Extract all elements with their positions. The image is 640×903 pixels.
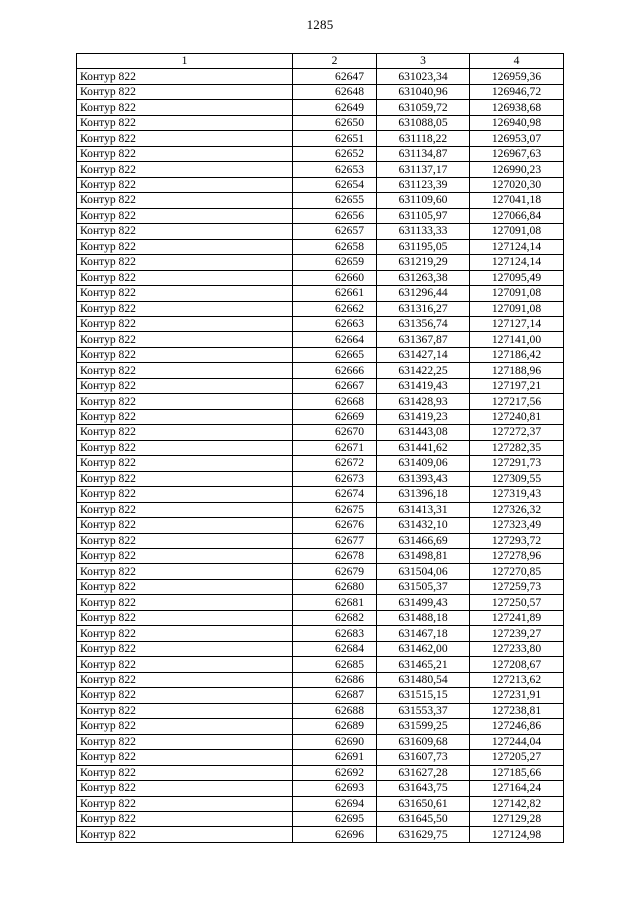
table-row [77, 626, 564, 641]
x-coordinate-cell: 631599,25 [377, 719, 470, 734]
table-row [77, 332, 564, 347]
point-number-cell: 62663 [293, 316, 377, 331]
table-row [77, 224, 564, 239]
point-number-cell: 62685 [293, 657, 377, 672]
point-number-cell: 62671 [293, 440, 377, 455]
y-coordinate-cell: 126959,36 [470, 69, 564, 84]
table-row [77, 131, 564, 146]
point-number-cell: 62692 [293, 765, 377, 780]
contour-name-cell: Контур 822 [77, 224, 293, 239]
table-row [77, 579, 564, 594]
point-number-cell: 62653 [293, 162, 377, 177]
y-coordinate-cell: 127124,98 [470, 827, 564, 842]
contour-name-cell: Контур 822 [77, 703, 293, 718]
point-number-cell: 62657 [293, 224, 377, 239]
contour-name-cell: Контур 822 [77, 579, 293, 594]
x-coordinate-cell: 631123,39 [377, 177, 470, 192]
point-number-cell: 62679 [293, 564, 377, 579]
y-coordinate-cell: 127326,32 [470, 502, 564, 517]
x-coordinate-cell: 631296,44 [377, 286, 470, 301]
x-coordinate-cell: 631505,37 [377, 579, 470, 594]
table-row [77, 657, 564, 672]
point-number-cell: 62668 [293, 394, 377, 409]
x-coordinate-cell: 631134,87 [377, 146, 470, 161]
point-number-cell: 62683 [293, 626, 377, 641]
table-row [77, 347, 564, 362]
x-coordinate-cell: 631316,27 [377, 301, 470, 316]
y-coordinate-cell: 127282,35 [470, 440, 564, 455]
contour-name-cell: Контур 822 [77, 394, 293, 409]
y-coordinate-cell: 127259,73 [470, 579, 564, 594]
x-coordinate-cell: 631409,06 [377, 456, 470, 471]
point-number-cell: 62689 [293, 719, 377, 734]
table-row [77, 487, 564, 502]
point-number-cell: 62651 [293, 131, 377, 146]
point-number-cell: 62669 [293, 409, 377, 424]
header-col-2: 2 [293, 54, 377, 69]
y-coordinate-cell: 127091,08 [470, 286, 564, 301]
header-col-4: 4 [470, 54, 564, 69]
table-row [77, 193, 564, 208]
contour-name-cell: Контур 822 [77, 487, 293, 502]
x-coordinate-cell: 631133,33 [377, 224, 470, 239]
x-coordinate-cell: 631059,72 [377, 100, 470, 115]
point-number-cell: 62652 [293, 146, 377, 161]
y-coordinate-cell: 127278,96 [470, 549, 564, 564]
y-coordinate-cell: 127091,08 [470, 224, 564, 239]
table-row [77, 688, 564, 703]
table-row [77, 425, 564, 440]
contour-name-cell: Контур 822 [77, 100, 293, 115]
contour-name-cell: Контур 822 [77, 657, 293, 672]
contour-name-cell: Контур 822 [77, 146, 293, 161]
y-coordinate-cell: 127124,14 [470, 239, 564, 254]
point-number-cell: 62695 [293, 811, 377, 826]
table-row [77, 502, 564, 517]
contour-name-cell: Контур 822 [77, 301, 293, 316]
y-coordinate-cell: 127250,57 [470, 595, 564, 610]
x-coordinate-cell: 631219,29 [377, 255, 470, 270]
point-number-cell: 62687 [293, 688, 377, 703]
x-coordinate-cell: 631515,15 [377, 688, 470, 703]
y-coordinate-cell: 127066,84 [470, 208, 564, 223]
x-coordinate-cell: 631553,37 [377, 703, 470, 718]
y-coordinate-cell: 127309,55 [470, 471, 564, 486]
point-number-cell: 62681 [293, 595, 377, 610]
y-coordinate-cell: 127205,27 [470, 750, 564, 765]
point-number-cell: 62674 [293, 487, 377, 502]
contour-name-cell: Контур 822 [77, 781, 293, 796]
x-coordinate-cell: 631441,62 [377, 440, 470, 455]
point-number-cell: 62658 [293, 239, 377, 254]
x-coordinate-cell: 631504,06 [377, 564, 470, 579]
x-coordinate-cell: 631498,81 [377, 549, 470, 564]
x-coordinate-cell: 631393,43 [377, 471, 470, 486]
contour-name-cell: Контур 822 [77, 518, 293, 533]
point-number-cell: 62678 [293, 549, 377, 564]
contour-name-cell: Контур 822 [77, 626, 293, 641]
table-row [77, 146, 564, 161]
table-row [77, 363, 564, 378]
contour-name-cell: Контур 822 [77, 425, 293, 440]
y-coordinate-cell: 126940,98 [470, 115, 564, 130]
point-number-cell: 62656 [293, 208, 377, 223]
x-coordinate-cell: 631609,68 [377, 734, 470, 749]
table-row [77, 703, 564, 718]
y-coordinate-cell: 127231,91 [470, 688, 564, 703]
contour-name-cell: Контур 822 [77, 208, 293, 223]
contour-name-cell: Контур 822 [77, 811, 293, 826]
page-number: 1285 [306, 17, 334, 32]
x-coordinate-cell: 631422,25 [377, 363, 470, 378]
contour-name-cell: Контур 822 [77, 827, 293, 842]
table-row [77, 549, 564, 564]
table-row [77, 796, 564, 811]
point-number-cell: 62660 [293, 270, 377, 285]
contour-name-cell: Контур 822 [77, 471, 293, 486]
x-coordinate-cell: 631627,28 [377, 765, 470, 780]
point-number-cell: 62650 [293, 115, 377, 130]
table-row [77, 177, 564, 192]
point-number-cell: 62686 [293, 672, 377, 687]
table-row [77, 270, 564, 285]
point-number-cell: 62684 [293, 641, 377, 656]
x-coordinate-cell: 631118,22 [377, 131, 470, 146]
x-coordinate-cell: 631396,18 [377, 487, 470, 502]
contour-name-cell: Контур 822 [77, 332, 293, 347]
table-row [77, 734, 564, 749]
table-row [77, 115, 564, 130]
x-coordinate-cell: 631088,05 [377, 115, 470, 130]
contour-name-cell: Контур 822 [77, 610, 293, 625]
y-coordinate-cell: 127241,89 [470, 610, 564, 625]
table-row [77, 781, 564, 796]
y-coordinate-cell: 127319,43 [470, 487, 564, 502]
header-col-3: 3 [377, 54, 470, 69]
table-row [77, 750, 564, 765]
x-coordinate-cell: 631419,43 [377, 378, 470, 393]
table-row [77, 255, 564, 270]
point-number-cell: 62654 [293, 177, 377, 192]
x-coordinate-cell: 631109,60 [377, 193, 470, 208]
y-coordinate-cell: 126967,63 [470, 146, 564, 161]
table-row [77, 69, 564, 84]
table-row [77, 641, 564, 656]
contour-name-cell: Контур 822 [77, 316, 293, 331]
x-coordinate-cell: 631607,73 [377, 750, 470, 765]
y-coordinate-cell: 126990,23 [470, 162, 564, 177]
y-coordinate-cell: 127244,04 [470, 734, 564, 749]
point-number-cell: 62691 [293, 750, 377, 765]
point-number-cell: 62661 [293, 286, 377, 301]
x-coordinate-cell: 631367,87 [377, 332, 470, 347]
point-number-cell: 62673 [293, 471, 377, 486]
point-number-cell: 62675 [293, 502, 377, 517]
contour-name-cell: Контур 822 [77, 162, 293, 177]
point-number-cell: 62680 [293, 579, 377, 594]
point-number-cell: 62666 [293, 363, 377, 378]
y-coordinate-cell: 127293,72 [470, 533, 564, 548]
table-row [77, 595, 564, 610]
y-coordinate-cell: 127270,85 [470, 564, 564, 579]
x-coordinate-cell: 631040,96 [377, 84, 470, 99]
point-number-cell: 62677 [293, 533, 377, 548]
contour-name-cell: Контур 822 [77, 796, 293, 811]
y-coordinate-cell: 127213,62 [470, 672, 564, 687]
point-number-cell: 62696 [293, 827, 377, 842]
y-coordinate-cell: 127208,67 [470, 657, 564, 672]
y-coordinate-cell: 127238,81 [470, 703, 564, 718]
table-row [77, 162, 564, 177]
x-coordinate-cell: 631432,10 [377, 518, 470, 533]
x-coordinate-cell: 631428,93 [377, 394, 470, 409]
x-coordinate-cell: 631650,61 [377, 796, 470, 811]
x-coordinate-cell: 631137,17 [377, 162, 470, 177]
x-coordinate-cell: 631419,23 [377, 409, 470, 424]
x-coordinate-cell: 631105,97 [377, 208, 470, 223]
contour-name-cell: Контур 822 [77, 239, 293, 254]
contour-name-cell: Контур 822 [77, 750, 293, 765]
table-row [77, 564, 564, 579]
contour-name-cell: Контур 822 [77, 255, 293, 270]
x-coordinate-cell: 631480,54 [377, 672, 470, 687]
y-coordinate-cell: 127240,81 [470, 409, 564, 424]
header-row [77, 54, 564, 69]
x-coordinate-cell: 631499,43 [377, 595, 470, 610]
table-row [77, 301, 564, 316]
table-row [77, 610, 564, 625]
contour-name-cell: Контур 822 [77, 115, 293, 130]
contour-name-cell: Контур 822 [77, 409, 293, 424]
contour-name-cell: Контур 822 [77, 456, 293, 471]
y-coordinate-cell: 127272,37 [470, 425, 564, 440]
contour-name-cell: Контур 822 [77, 177, 293, 192]
point-number-cell: 62662 [293, 301, 377, 316]
point-number-cell: 62648 [293, 84, 377, 99]
contour-name-cell: Контур 822 [77, 688, 293, 703]
contour-name-cell: Контур 822 [77, 765, 293, 780]
x-coordinate-cell: 631643,75 [377, 781, 470, 796]
table-row [77, 533, 564, 548]
table-row [77, 100, 564, 115]
x-coordinate-cell: 631467,18 [377, 626, 470, 641]
table-row [77, 286, 564, 301]
coordinates-table [76, 53, 564, 843]
y-coordinate-cell: 127291,73 [470, 456, 564, 471]
table-row [77, 316, 564, 331]
y-coordinate-cell: 127246,86 [470, 719, 564, 734]
y-coordinate-cell: 127091,08 [470, 301, 564, 316]
y-coordinate-cell: 127127,14 [470, 316, 564, 331]
table-row [77, 471, 564, 486]
table-row [77, 409, 564, 424]
table-row [77, 378, 564, 393]
contour-name-cell: Контур 822 [77, 193, 293, 208]
y-coordinate-cell: 127197,21 [470, 378, 564, 393]
contour-name-cell: Контур 822 [77, 564, 293, 579]
point-number-cell: 62676 [293, 518, 377, 533]
table-row [77, 719, 564, 734]
point-number-cell: 62655 [293, 193, 377, 208]
y-coordinate-cell: 127129,28 [470, 811, 564, 826]
contour-name-cell: Контур 822 [77, 533, 293, 548]
point-number-cell: 62672 [293, 456, 377, 471]
y-coordinate-cell: 127124,14 [470, 255, 564, 270]
y-coordinate-cell: 127020,30 [470, 177, 564, 192]
x-coordinate-cell: 631356,74 [377, 316, 470, 331]
contour-name-cell: Контур 822 [77, 84, 293, 99]
table-body [77, 69, 564, 842]
contour-name-cell: Контур 822 [77, 672, 293, 687]
y-coordinate-cell: 127188,96 [470, 363, 564, 378]
header-col-1: 1 [77, 54, 293, 69]
table-row [77, 84, 564, 99]
point-number-cell: 62665 [293, 347, 377, 362]
x-coordinate-cell: 631023,34 [377, 69, 470, 84]
table-row [77, 208, 564, 223]
y-coordinate-cell: 127186,42 [470, 347, 564, 362]
point-number-cell: 62690 [293, 734, 377, 749]
y-coordinate-cell: 127142,82 [470, 796, 564, 811]
x-coordinate-cell: 631443,08 [377, 425, 470, 440]
point-number-cell: 62694 [293, 796, 377, 811]
x-coordinate-cell: 631466,69 [377, 533, 470, 548]
x-coordinate-cell: 631462,00 [377, 641, 470, 656]
table-row [77, 394, 564, 409]
y-coordinate-cell: 127041,18 [470, 193, 564, 208]
table-header [77, 54, 564, 69]
x-coordinate-cell: 631263,38 [377, 270, 470, 285]
y-coordinate-cell: 127233,80 [470, 641, 564, 656]
y-coordinate-cell: 127217,56 [470, 394, 564, 409]
point-number-cell: 62688 [293, 703, 377, 718]
contour-name-cell: Контур 822 [77, 595, 293, 610]
table-row [77, 765, 564, 780]
contour-name-cell: Контур 822 [77, 131, 293, 146]
y-coordinate-cell: 126946,72 [470, 84, 564, 99]
contour-name-cell: Контур 822 [77, 641, 293, 656]
table-row [77, 440, 564, 455]
point-number-cell: 62670 [293, 425, 377, 440]
contour-name-cell: Контур 822 [77, 719, 293, 734]
contour-name-cell: Контур 822 [77, 549, 293, 564]
contour-name-cell: Контур 822 [77, 270, 293, 285]
contour-name-cell: Контур 822 [77, 440, 293, 455]
point-number-cell: 62664 [293, 332, 377, 347]
x-coordinate-cell: 631427,14 [377, 347, 470, 362]
x-coordinate-cell: 631465,21 [377, 657, 470, 672]
contour-name-cell: Контур 822 [77, 286, 293, 301]
table-row [77, 811, 564, 826]
x-coordinate-cell: 631488,18 [377, 610, 470, 625]
point-number-cell: 62647 [293, 69, 377, 84]
contour-name-cell: Контур 822 [77, 502, 293, 517]
x-coordinate-cell: 631629,75 [377, 827, 470, 842]
contour-name-cell: Контур 822 [77, 734, 293, 749]
x-coordinate-cell: 631645,50 [377, 811, 470, 826]
point-number-cell: 62649 [293, 100, 377, 115]
table-row [77, 456, 564, 471]
y-coordinate-cell: 127095,49 [470, 270, 564, 285]
point-number-cell: 62659 [293, 255, 377, 270]
contour-name-cell: Контур 822 [77, 347, 293, 362]
y-coordinate-cell: 127141,00 [470, 332, 564, 347]
point-number-cell: 62667 [293, 378, 377, 393]
contour-name-cell: Контур 822 [77, 69, 293, 84]
x-coordinate-cell: 631195,05 [377, 239, 470, 254]
table-row [77, 827, 564, 842]
table-row [77, 239, 564, 254]
contour-name-cell: Контур 822 [77, 378, 293, 393]
table-row [77, 518, 564, 533]
y-coordinate-cell: 127239,27 [470, 626, 564, 641]
y-coordinate-cell: 126938,68 [470, 100, 564, 115]
y-coordinate-cell: 127164,24 [470, 781, 564, 796]
point-number-cell: 62693 [293, 781, 377, 796]
x-coordinate-cell: 631413,31 [377, 502, 470, 517]
contour-name-cell: Контур 822 [77, 363, 293, 378]
y-coordinate-cell: 127185,66 [470, 765, 564, 780]
table-row [77, 672, 564, 687]
y-coordinate-cell: 126953,07 [470, 131, 564, 146]
point-number-cell: 62682 [293, 610, 377, 625]
y-coordinate-cell: 127323,49 [470, 518, 564, 533]
